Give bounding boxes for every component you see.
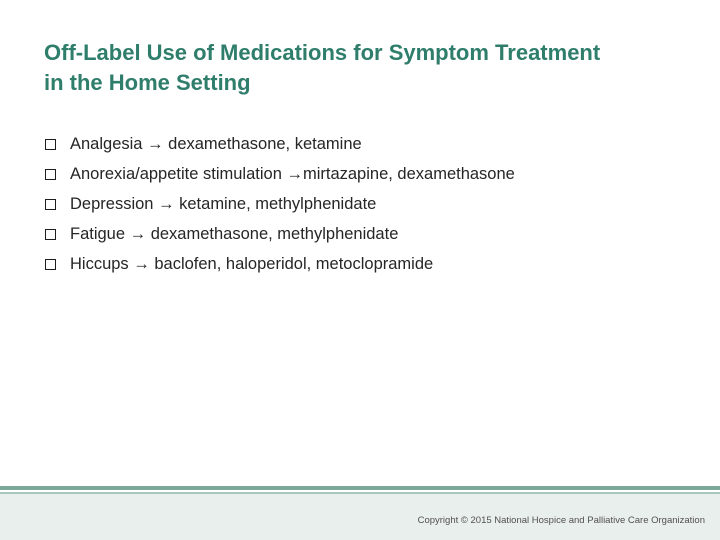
footer-divider-thick — [0, 486, 720, 490]
bullet-item-fatigue — [44, 219, 515, 249]
slide-title — [44, 38, 704, 98]
slide-title-line-2: in the Home Setting — [44, 70, 251, 95]
bullet-text: Fatigue → dexamethasone, methylphenidate — [70, 224, 399, 243]
bullet-text: Hiccups → baclofen, haloperidol, metoclopramide — [70, 254, 434, 273]
copyright-notice: Copyright © 2015 National Hospice and Palliative Care Organization — [417, 515, 705, 526]
hollow-square-bullet-icon — [45, 199, 56, 210]
bullet-item-analgesia — [44, 129, 515, 159]
bullet-text: Anorexia/appetite stimulation →mirtazapine, dexamethasone — [70, 164, 515, 183]
footer-band — [0, 486, 720, 540]
bullet-text: Depression → ketamine, methylphenidate — [70, 194, 377, 213]
bullet-item-hiccups — [44, 249, 515, 279]
hollow-square-bullet-icon — [45, 229, 56, 240]
hollow-square-bullet-icon — [45, 139, 56, 150]
bullet-item-anorexia — [44, 159, 515, 189]
slide-title-line-1: Off-Label Use of Medications for Symptom Treatment — [44, 40, 601, 65]
bullet-text: Analgesia → dexamethasone, ketamine — [70, 134, 362, 153]
hollow-square-bullet-icon — [45, 169, 56, 180]
bullet-list — [44, 129, 515, 279]
hollow-square-bullet-icon — [45, 259, 56, 270]
bullet-item-depression — [44, 189, 515, 219]
